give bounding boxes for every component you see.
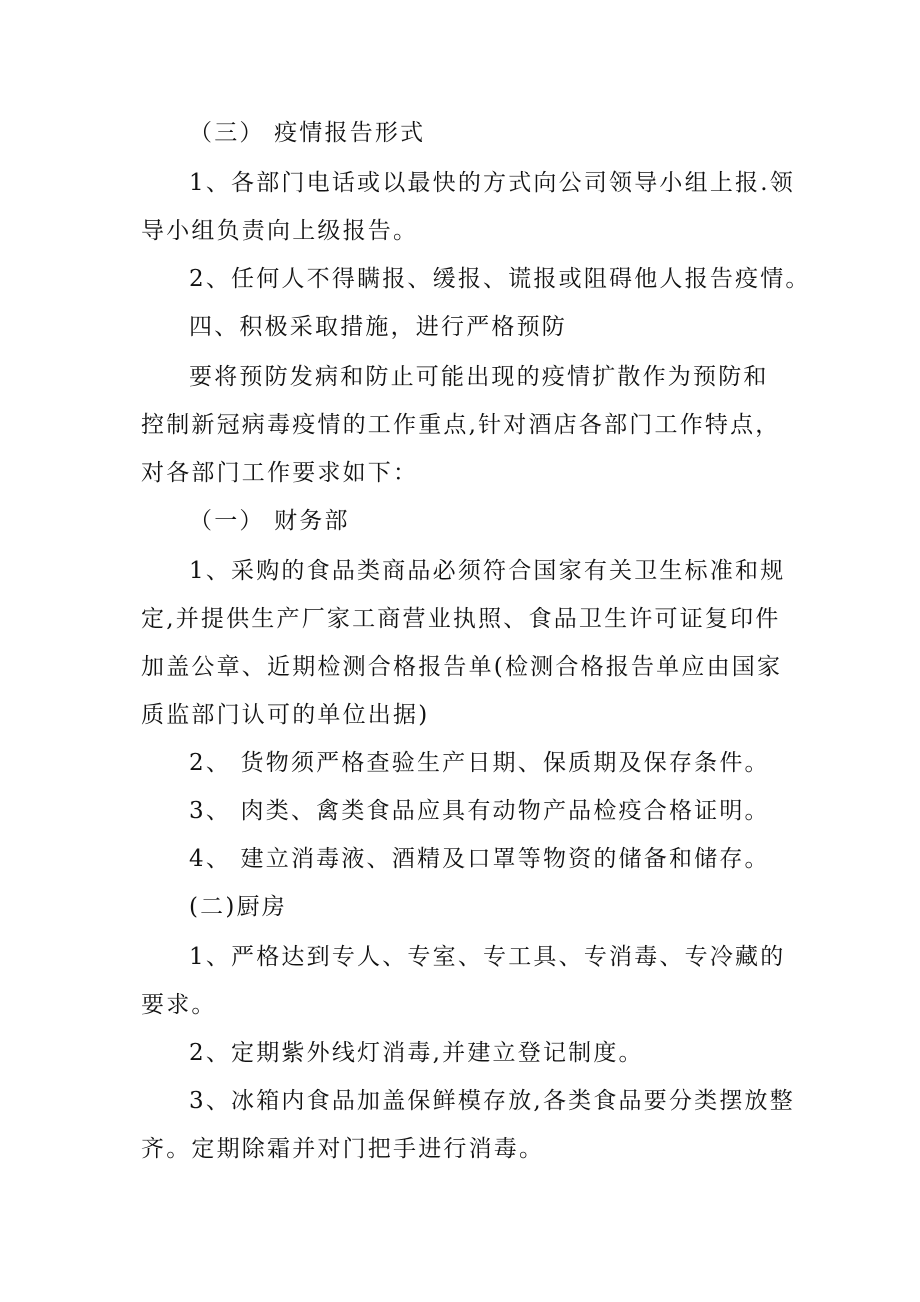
paragraph-line: 要求。 xyxy=(141,992,217,1018)
paragraph-line: 齐。定期除霜并对门把手进行消毒。 xyxy=(141,1136,545,1162)
section-heading-finance: （一） 财务部 xyxy=(189,508,350,534)
paragraph-line: 要将预防发病和防止可能出现的疫情扩散作为预防和 xyxy=(189,364,769,390)
paragraph-line: 1、严格达到专人、专室、专工具、专消毒、专冷藏的 xyxy=(189,944,786,970)
paragraph-line: 控制新冠病毒疫情的工作重点,针对酒店各部门工作特点， xyxy=(141,412,781,438)
paragraph-line: 1、各部门电话或以最快的方式向公司领导小组上报.领 xyxy=(189,170,795,196)
paragraph-line: 加盖公章、近期检测合格报告单(检测合格报告单应由国家 xyxy=(141,654,783,680)
paragraph-line: 3、冰箱内食品加盖保鲜模存放,各类食品要分类摆放整 xyxy=(189,1088,795,1114)
paragraph-line: 3、 肉类、禽类食品应具有动物产品检疫合格证明。 xyxy=(189,798,770,824)
paragraph-line: 2、任何人不得瞒报、缓报、谎报或阻碍他人报告疫情。 xyxy=(189,266,811,292)
paragraph-line: 对各部门工作要求如下： xyxy=(141,460,419,486)
paragraph-line: 导小组负责向上级报告。 xyxy=(141,218,419,244)
section-heading-prevention: 四、积极采取措施，进行严格预防 xyxy=(189,314,567,340)
paragraph-line: 1、采购的食品类商品必须符合国家有关卫生标准和规 xyxy=(189,558,786,584)
paragraph-line: 4、 建立消毒液、酒精及口罩等物资的储备和储存。 xyxy=(189,846,770,872)
paragraph-line: 质监部门认可的单位出据) xyxy=(141,702,430,728)
section-heading-report-form: （三） 疫情报告形式 xyxy=(189,120,426,146)
paragraph-line: 2、 货物须严格查验生产日期、保质期及保存条件。 xyxy=(189,750,770,776)
paragraph-line: 定,并提供生产厂家工商营业执照、食品卫生许可证复印件 xyxy=(141,606,781,632)
section-heading-kitchen: (二)厨房 xyxy=(189,894,287,920)
paragraph-line: 2、定期紫外线灯消毒,并建立登记制度。 xyxy=(189,1040,644,1066)
